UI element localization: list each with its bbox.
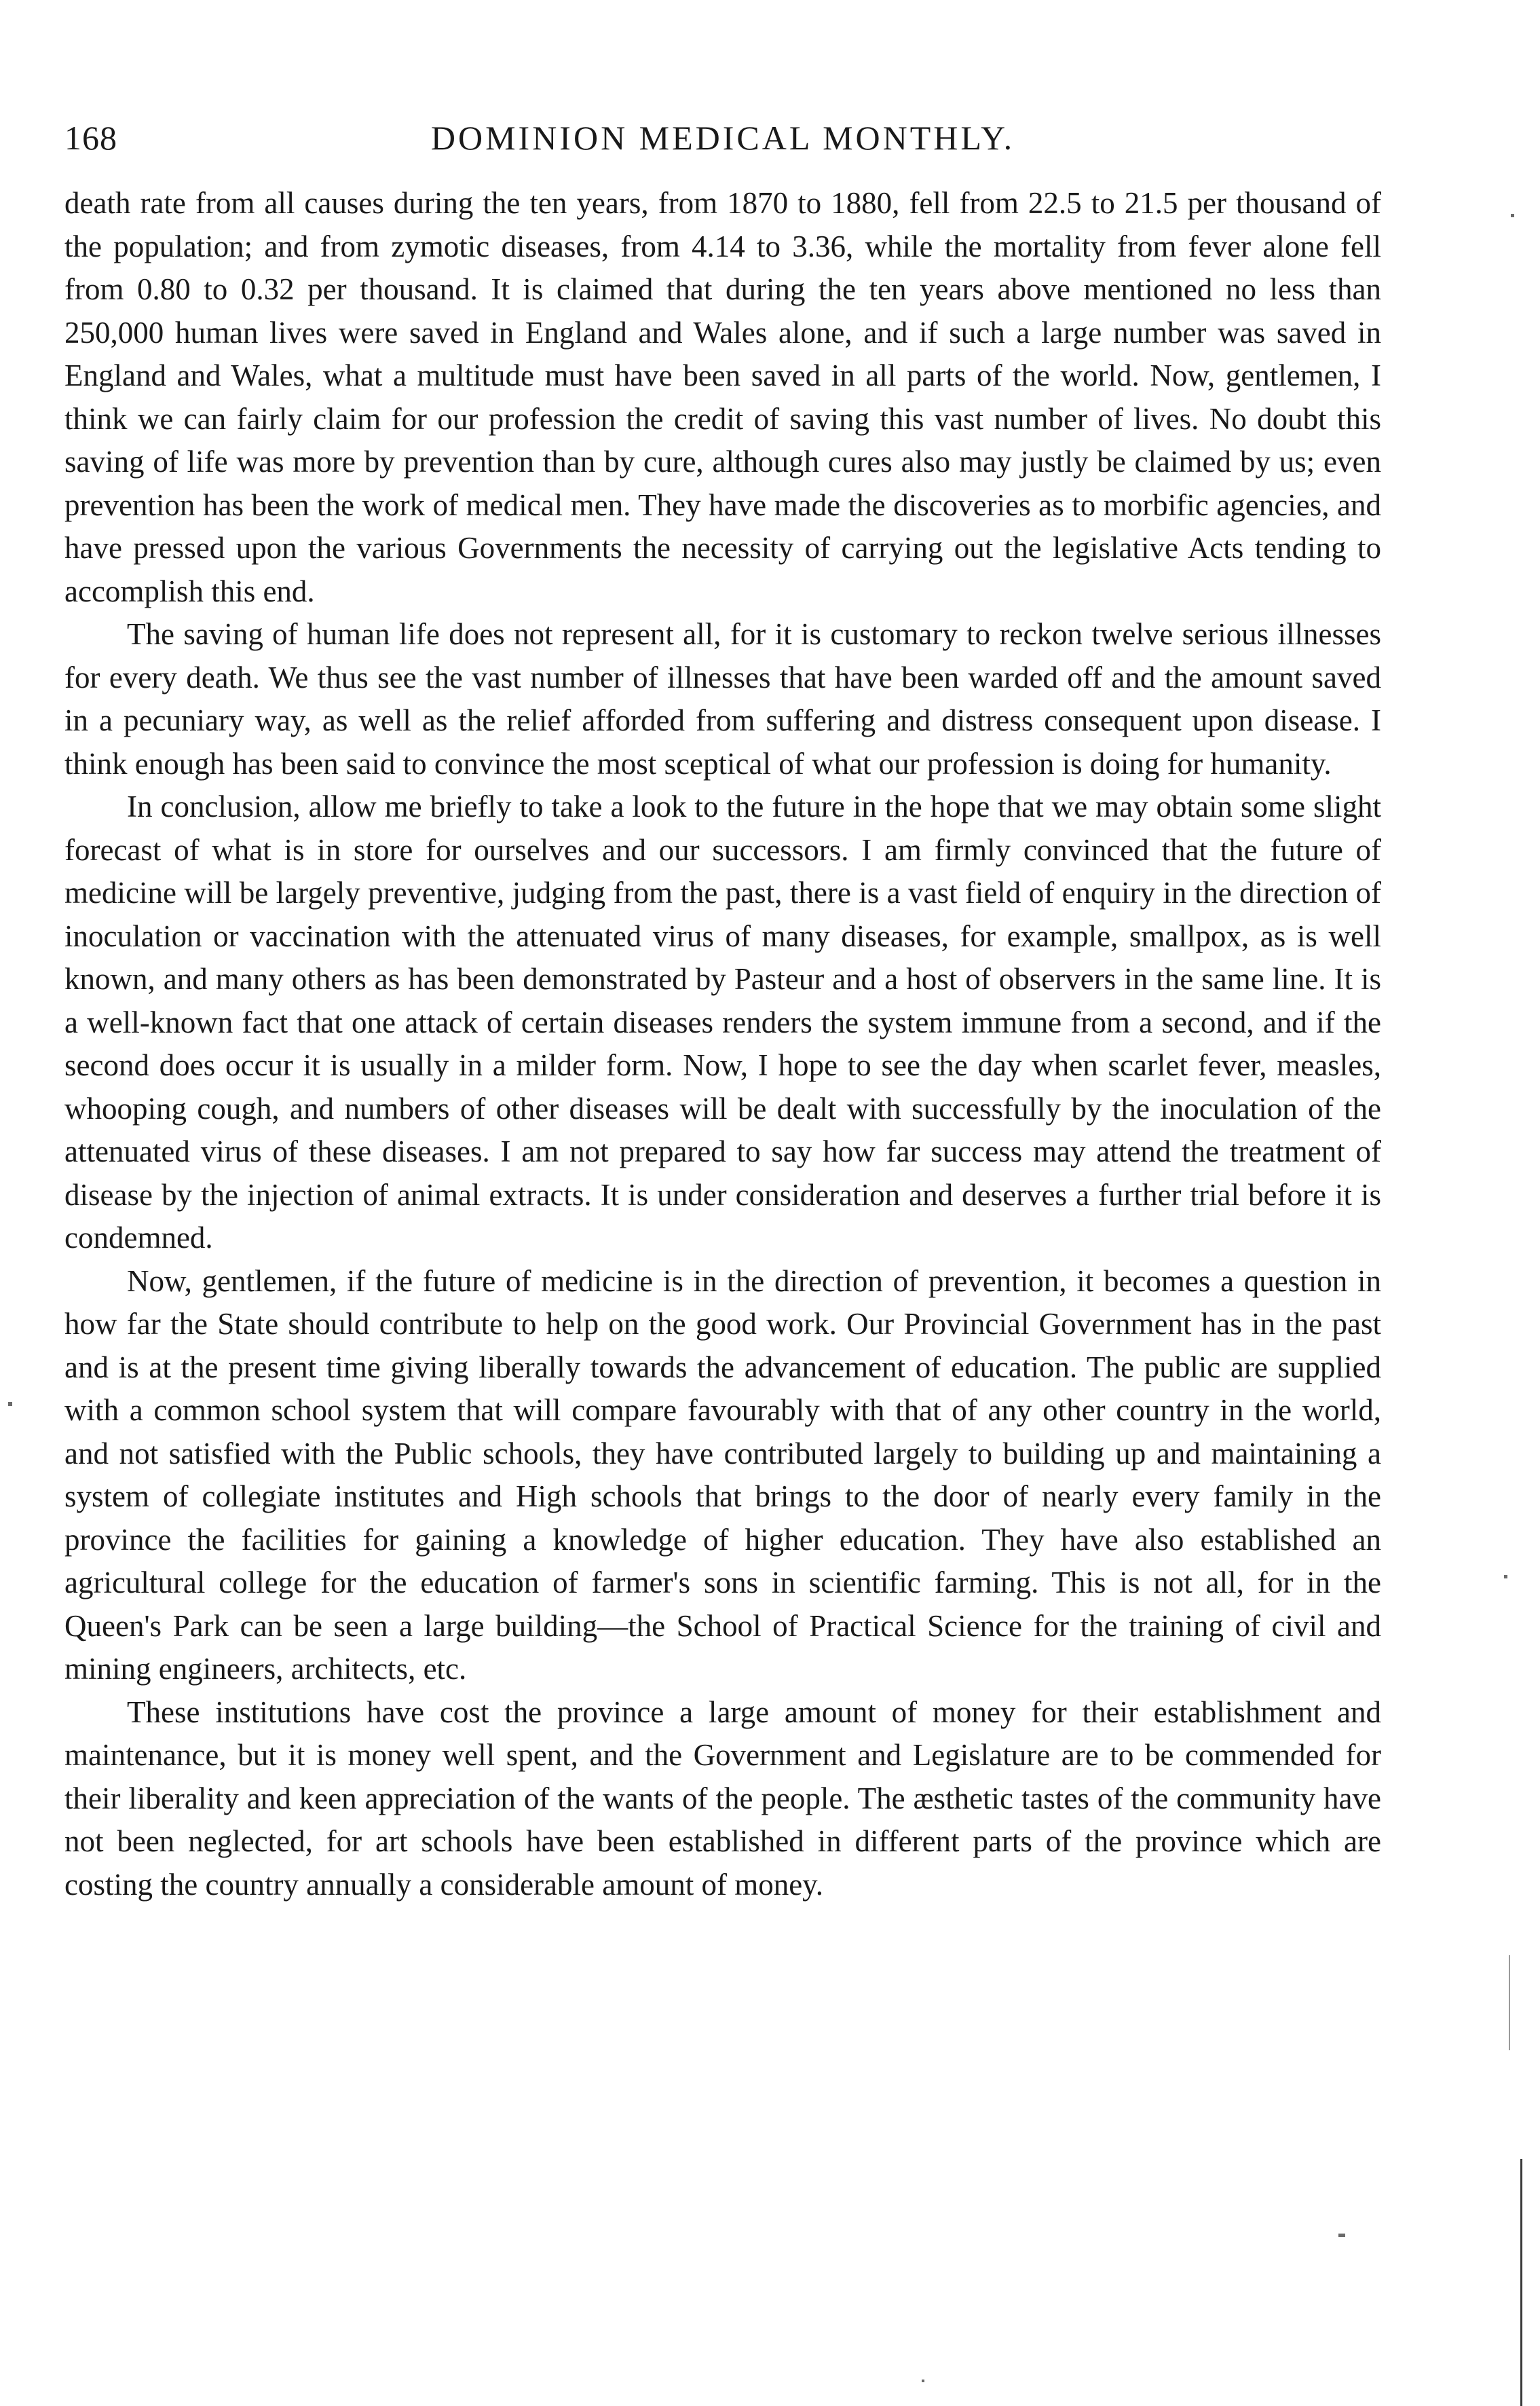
page-header bbox=[64, 114, 1381, 162]
scan-edge-line bbox=[1509, 1955, 1510, 2050]
scan-speck bbox=[1338, 2234, 1345, 2237]
scan-speck bbox=[8, 1402, 12, 1406]
page-number: 168 bbox=[64, 119, 117, 157]
scan-speck bbox=[1511, 214, 1514, 217]
paragraph-conclusion: In conclusion, allow me briefly to take a look to the future in the hope that we may obtain some slight forecast of what is in store for ourselves and our successors. I am firmly convinced that the future of medicine will be largely preventive, judging from the past, there is a vast field of enquiry in the direction of inoculation or vaccination with the attenuated virus of many diseases, for example, smallpox, as is well known, and many others as has been demonstrated by Pasteur and a host of observers in the same line. It is a well-known fact that one attack of certain diseases renders the system immune from a second, and if the second does occur it is usually in a milder form. Now, I hope to see the day when scarlet fever, measles, whooping cough, and numbers of other diseases will be dealt with successfully by the inoculation of the attenuated virus of these diseases. I am not prepared to say how far success may attend the treatment of disease by the injection of animal extracts. It is under consideration and deserves a further trial before it is condemned. bbox=[64, 790, 1381, 1255]
paragraph-institutions: These institutions have cost the province a large amount of money for their establishment and maintenance, but it is money well spent, and the Government and Legislature are to be commended for their liberality and keen appreciation of the wants of the people. The æsthetic tastes of the community have not been neglected, for art schools have been established in different parts of the province which are costing the country annually a considerable amount of money. bbox=[64, 1695, 1381, 1902]
scan-speck bbox=[1504, 1575, 1507, 1578]
running-title: DOMINION MEDICAL MONTHLY. bbox=[430, 119, 1015, 157]
paragraph-state-contribution: Now, gentlemen, if the future of medicine is in the direction of prevention, it becomes a question in how far the State should contribute to help on the good work. Our Provincial Government has in the past and is at the present time giving liberally towards the advancement of education. The public are supplied with a common school system that will compare favourably with that of any other country in the world, and not satisfied with the Public schools, they have contributed largely to building up and maintaining a system of collegiate institutes and High schools that brings to the door of nearly every family in the province the facilities for gaining a knowledge of higher education. They have also established an agricultural college for the education of farmer's sons in scientific farming. This is not all, for in the Queen's Park can be seen a large building—the School of Practical Science for the training of civil and mining engineers, architects, etc. bbox=[64, 1263, 1381, 1686]
scan-speck bbox=[922, 2380, 924, 2382]
paragraph-saving-of-life: The saving of human life does not represent all, for it is customary to reckon twelve serious illnesses for every death. We thus see the vast number of illnesses that have been warded off and the amount saved in a pecuniary way, as well as the relief afforded from suffering and distress consequent upon disease. I think enough has been said to convince the most sceptical of what our profession is doing for humanity. bbox=[64, 617, 1381, 781]
paragraph-death-rate: death rate from all causes during the ten years, from 1870 to 1880, fell from 22.5 to 21.5 per thousand of the population; and from zymotic diseases, from 4.14 to 3.36, while the mortality from fever alone fell from 0.80 to 0.32 per thousand. It is claimed that during the ten years above mentioned no less than 250,000 human lives were saved in England and Wales alone, and if such a large number was saved in England and Wales, what a multitude must have been saved in all parts of the world. Now, gentlemen, I think we can fairly claim for our profession the credit of saving this vast number of lives. No doubt this saving of life was more by prevention than by cure, although cures also may justly be claimed by us; even prevention has been the work of medical men. They have made the discoveries as to morbific agencies, and have pressed upon the various Governments the necessity of carrying out the legislative Acts tending to accomplish this end. bbox=[64, 186, 1381, 608]
scan-edge-line bbox=[1520, 2159, 1522, 2406]
body-text bbox=[64, 182, 1381, 1906]
